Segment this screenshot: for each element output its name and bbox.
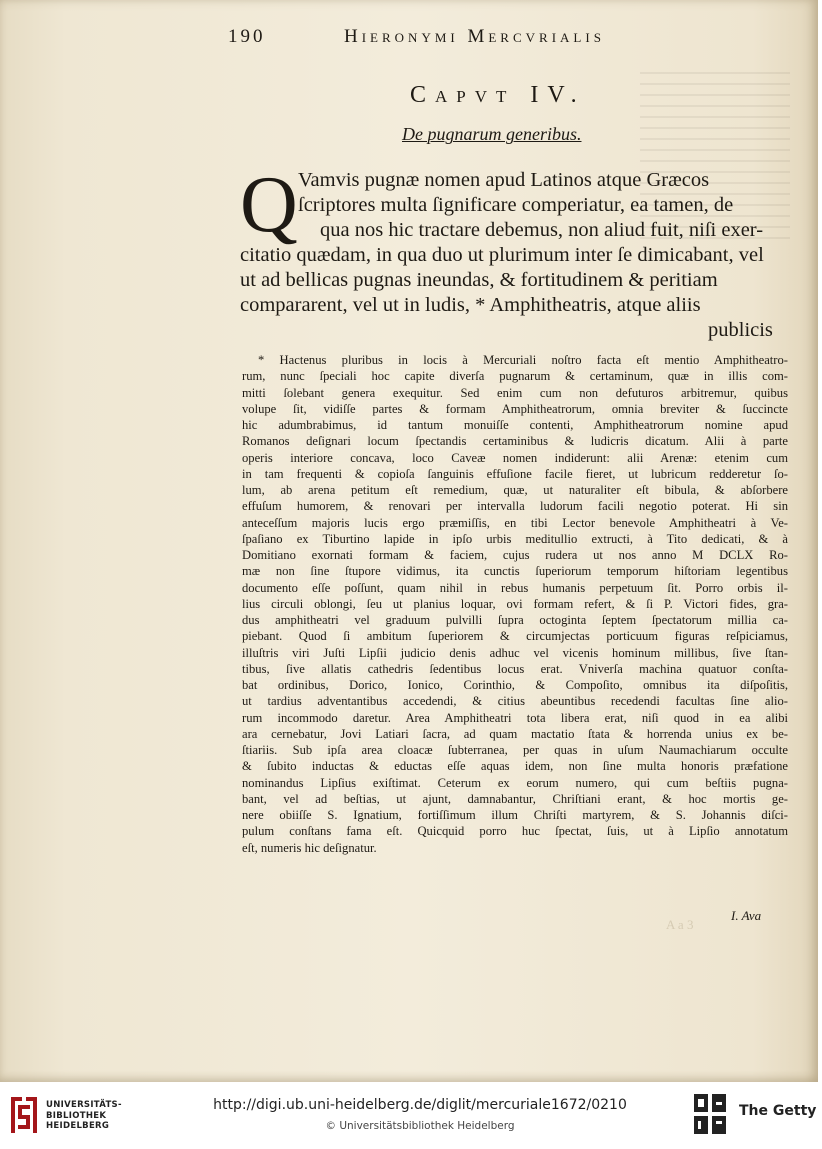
footnote-line: hic adumbrabimus, id tantum monuiſſe contenti, Amphitheatrorum nomine apud xyxy=(242,418,788,432)
footnote-line: anteceſſum majoris lucis ergo præmiſſis, en tibi Lector benevole Amphitheatri à Ve- xyxy=(242,515,788,530)
footnote-line: effuſum humorem, & renovari per intervalla ludorum facili negotio poterat. Hi sin xyxy=(242,499,788,514)
catchword: I. Ava xyxy=(731,908,762,923)
footnote-line: piebant. Quod ſi ambitum ſuperiorem & circumjectas porticuum figuras reſpiciamus, xyxy=(242,629,788,644)
footnote-line: pulum conſtans fama eſt. Quicquid porro huc ſpectat, ſuis, ut à Lipſio annotatum xyxy=(242,824,788,839)
footnote-line: ut tardius adventantibus accedendi, & citius abeuntibus recedendi facultas ſine alio- xyxy=(242,694,788,709)
footnote-line: in tam frequenti & copioſa ſanguinis effuſione facile fieret, ut lubricum redderetur ſo- xyxy=(242,466,788,481)
footnote-line: nominandus Lipſius exiſtimat. Ceterum ex eorum numero, qui cum beſtiis pugna- xyxy=(242,775,788,790)
body-line: qua nos hic tractare debemus, non aliud fuit, niſi exer- xyxy=(320,219,764,241)
footnote-line: tibus, ſive allatis cathedris ſedentibus locus erat. Vniverſa machina quatuor conſta- xyxy=(242,661,788,676)
page-number: 190 xyxy=(228,26,266,47)
footnote-line: volupe ſit, vidiſſe partes & formam Amphitheatrorum, omnia breviter & ſuccincte xyxy=(242,401,788,416)
footnote-line: bat ordinibus, Dorico, Ionico, Corinthio, & Compoſito, omnibus ita diſpoſitis, xyxy=(242,678,788,692)
library-name-line: UNIVERSITÄTS- xyxy=(46,1100,122,1110)
footnote-line: dus amphitheatri vel graduum pulvilli ſupra octoginta ſeptem ſpectatorum millia ca- xyxy=(242,613,788,627)
footnote-line: rum incommodo daretur. Area Amphitheatri tota libera erat, niſi quod in ea alibi xyxy=(242,710,788,725)
footnote-line: mæ non ſine ſtupore vidimus, ita cunctis ſuperiorum temporum hiſtoriam legentibus xyxy=(242,564,788,579)
footnote-line: Domitiano exornati formam & faciem, cujus rudera ut nos anno M DCLX Ro- xyxy=(242,548,788,562)
library-name-line: BIBLIOTHEK xyxy=(46,1110,107,1121)
body-line: compararent, vel ut in ludis, * Amphitheatris, atque aliis xyxy=(240,294,701,316)
body-text xyxy=(240,161,780,341)
body-line: ut ad bellicas pugnas ineundas, & fortitudinem & peritiam xyxy=(240,269,718,291)
footnote-line: eſt, numeris hic deſignatur. xyxy=(242,840,377,855)
chapter-heading: Capvt IV. xyxy=(410,82,586,108)
body-line: publicis xyxy=(708,319,773,341)
footnote-line: illuſtris viri Juſti Lipſii judicio denis adhuc vel vicenis hominum millibus, ſive ſtan- xyxy=(242,645,788,660)
chapter-subtitle: De pugnarum generibus. xyxy=(402,124,582,144)
drop-cap: Q xyxy=(240,161,298,249)
footnote-line: ara cernebatur, Jovi Latiari ſacra, ad quam mactatio ſtata & horrenda unius ex be- xyxy=(242,726,788,741)
running-head xyxy=(228,26,698,56)
body-line: citatio quædam, in qua duo ut plurimum inter ſe dimicabant, vel xyxy=(240,244,764,266)
library-name-line: HEIDELBERG xyxy=(46,1121,110,1131)
university-library-logo-icon[interactable] xyxy=(8,1095,40,1135)
university-library-name xyxy=(46,1100,122,1132)
permalink-url[interactable]: http://digi.ub.uni-heidelberg.de/diglit/mercuriale1672/0210 xyxy=(213,1097,627,1113)
footnote-line: * Hactenus pluribus in locis à Mercuriali noſtro facta eſt mentio Amphitheatro- xyxy=(258,353,788,367)
body-line: Vamvis pugnæ nomen apud Latinos atque Græcos xyxy=(298,169,710,191)
footnote-line: ſtiariis. Sub ipſa area cloacæ ſubterranea, per quas in uſum Naumachiarum occulte xyxy=(242,743,788,757)
running-head-title: Hieronymi Mercvrialis xyxy=(344,26,605,47)
footnote-line: operis interiore concava, loco Caveæ nomen indiderunt: alii Arenæ: etenim cum xyxy=(242,450,788,465)
footnote-line: nere obiiſſe S. Ignatium, fortiſſimum illum Chriſti martyrem, & S. Johannis diſci- xyxy=(242,808,788,822)
footnote-line: lum, ab arena petitum eſt remedium, quæ, ut naturaliter eſt bibula, & abſorbere xyxy=(242,483,788,497)
getty-logo-icon[interactable] xyxy=(692,1092,728,1136)
footnote-line: documento eſſe poſſunt, quam nihil in rebus humanis perpetuum ſit. Porro orbis il- xyxy=(242,580,788,595)
body-line: ſcriptores multa ſignificare comperiatur, ea tamen, de xyxy=(298,194,734,216)
footnote-line: Romanos deſignari locum ſpectandis certaminibus & ludicris dicatum. Alii à parte xyxy=(242,434,788,449)
getty-name: The Getty xyxy=(739,1103,817,1119)
footnote-line: rum, nunc ſpeciali hoc capite diverſa pugnarum & certaminum, quæ in illis com- xyxy=(242,369,788,384)
footer-bar xyxy=(0,1082,822,1149)
footnote-line: ſpaſiano ex Tiburtino lapide in ipſo urbis meditullio extructi, à Tito dedicati, & à xyxy=(242,531,788,546)
signature-mark: A a 3 xyxy=(666,917,694,932)
footnote-line: lius circuli oblongi, ſeu ut planius loquar, ovi formam refert, & ſi P. Victori fides, gra- xyxy=(242,596,788,611)
footnote-line: mitti ſolebant genera exequitur. Sed enim cum non defuturos arbitremur, quibus xyxy=(242,385,788,400)
footnote-line: bant, vel ad beſtias, ut ajunt, damnabantur, Chriſtiani erant, & hoc mortis ge- xyxy=(242,791,788,806)
footnote-line: & ſubito inductas & eductas eſſe aquas idem, non ſine multa honoris præfatione xyxy=(242,759,788,774)
footnote xyxy=(242,352,788,856)
copyright-notice: © Universitätsbibliothek Heidelberg xyxy=(325,1120,515,1132)
